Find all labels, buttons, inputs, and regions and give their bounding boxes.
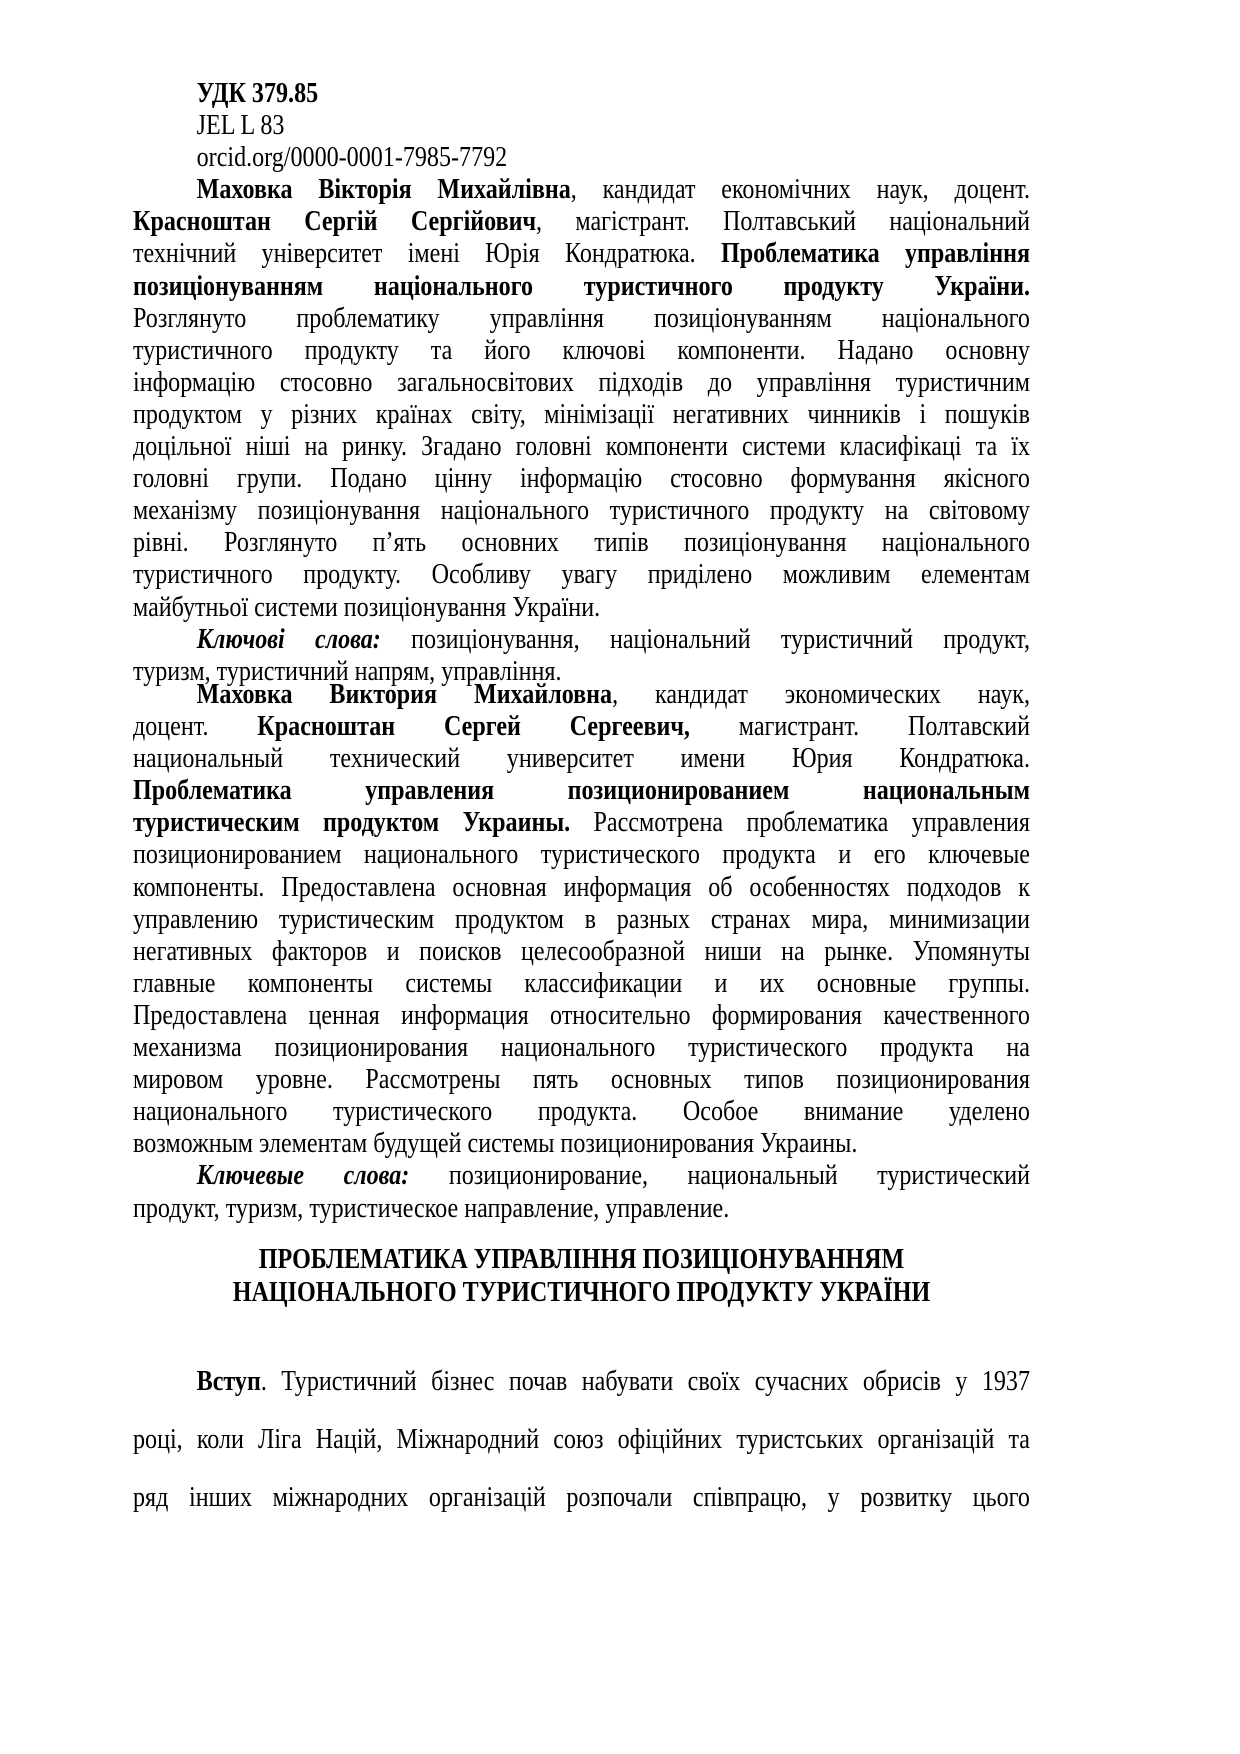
text: доцільної ніші на ринку. Згадано головні компоненти системи класифікаці та їх — [133, 431, 1030, 463]
text-line — [133, 495, 1030, 527]
text: , кандидат економічних наук, доцент. — [570, 174, 1030, 206]
text: туризм, туристичний напрям, управління. — [133, 655, 562, 687]
text-line — [133, 110, 1030, 142]
bold-text: НАЦІОНАЛЬНОГО ТУРИСТИЧНОГО ПРОДУКТУ УКРАЇНИ — [232, 1277, 931, 1308]
text-line — [133, 839, 1030, 871]
text-line — [133, 1000, 1030, 1032]
text: негативных факторов и поисков целесообразной ниши на рынке. Упомянуты — [133, 935, 1030, 967]
introduction — [133, 1353, 1176, 1527]
text: механізму позиціонування національного туристичного продукту на світовому — [133, 495, 1030, 527]
text: JEL L 83 — [196, 110, 285, 142]
bold-text: Маховка Виктория Михайловна — [196, 679, 613, 710]
text: возможным элементам будущей системы позиционирования Украины. — [133, 1128, 858, 1160]
text-line — [133, 1128, 1030, 1160]
text-line — [133, 1160, 1030, 1192]
text-line — [133, 936, 1030, 968]
text-line — [133, 872, 1030, 904]
text: позиціонування, національний туристичний продукт, — [380, 623, 1030, 655]
russian-abstract — [133, 679, 1176, 1225]
bold-text: Ключові слова: — [196, 623, 381, 655]
text: позиционирование, национальный туристический — [409, 1160, 1030, 1192]
text-line — [133, 679, 1030, 711]
text: . Туристичний бізнес почав набувати своїх сучасних обрисів у 1937 — [260, 1366, 1030, 1397]
text: Предоставлена ценная информация относительно формирования качественного — [133, 999, 1030, 1031]
text: механизма позиционирования национального туристического продукта на — [133, 1032, 1030, 1064]
text-line — [133, 174, 1030, 206]
text: управлению туристическим продуктом в разных странах мира, минимизации — [133, 903, 1030, 935]
text-line — [133, 271, 1030, 303]
text-line — [133, 1469, 1030, 1527]
text-line — [133, 142, 1030, 174]
text: , магістрант. Полтавський національний — [536, 206, 1030, 238]
text-line — [133, 238, 1030, 270]
text: национального туристического продукта. Особое внимание уделено — [133, 1096, 1030, 1128]
text: orcid.org/0000-0001-7985-7792 — [196, 142, 508, 174]
text-line — [133, 1064, 1030, 1096]
text-line — [133, 335, 1030, 367]
text-line — [133, 904, 1030, 936]
text-line — [133, 807, 1030, 839]
text-line — [133, 367, 1030, 399]
bold-text: туристическим продуктом Украины. — [133, 807, 571, 839]
text: главные компоненты системы классификации и их основные группы. — [133, 967, 1030, 999]
text-line — [133, 399, 1030, 431]
text: , кандидат экономических наук, — [612, 679, 1030, 710]
text-line — [133, 1032, 1030, 1064]
bold-text: Вступ — [196, 1366, 261, 1397]
text-line — [133, 78, 1030, 110]
text-line — [133, 592, 1030, 624]
bold-text: Маховка Вікторія Михайлівна — [196, 174, 571, 206]
text-line — [133, 743, 1030, 775]
text-line — [133, 1353, 1030, 1411]
bold-text: Красноштан Сергій Сергійович — [133, 206, 537, 238]
text: Розглянуто проблематику управління позиціонуванням національного — [133, 302, 1030, 334]
bold-text: Ключевые слова: — [196, 1160, 410, 1192]
text-line — [133, 559, 1030, 591]
text: головні групи. Подано цінну інформацію стосовно формування якісного — [133, 463, 1030, 495]
text: Рассмотрена проблематика управления — [570, 807, 1030, 839]
text: технічний університет імені Юрія Кондратюка. — [133, 238, 721, 270]
text-line — [133, 624, 1030, 656]
text: мировом уровне. Рассмотрены пять основных типов позиционирования — [133, 1064, 1030, 1096]
bold-text: Красноштан Сергей Сергеевич, — [257, 711, 690, 743]
text-line — [133, 431, 1030, 463]
text: інформацію стосовно загальносвітових підходів до управління туристичним — [133, 366, 1030, 398]
text: компоненты. Предоставлена основная информация об особенностях подходов к — [133, 871, 1030, 903]
bold-text: Проблематика управления позиционированием национальным — [133, 775, 1030, 807]
text-line — [133, 711, 1030, 743]
text: майбутньої системи позиціонування України. — [133, 591, 601, 623]
text-line — [133, 303, 1030, 335]
text: ряд інших міжнародних організацій розпочали співпрацю, у розвитку цього — [133, 1482, 1030, 1513]
text: рівні. Розглянуто п’ять основних типів позиціонування національного — [133, 527, 1030, 559]
text: продукт, туризм, туристическое направление, управление. — [133, 1192, 730, 1224]
text-line — [133, 1411, 1030, 1469]
text-line — [133, 1276, 1030, 1309]
text-line — [133, 527, 1030, 559]
text-line — [133, 968, 1030, 1000]
text-line — [133, 1193, 1030, 1225]
text: позиционированием национального туристического продукта и его ключевые — [133, 839, 1030, 871]
text-line — [133, 206, 1030, 238]
text: туристичного продукту. Особливу увагу приділено можливим елементам — [133, 559, 1030, 591]
ukrainian-abstract — [133, 78, 1176, 688]
text-line — [133, 463, 1030, 495]
text-line — [133, 1096, 1030, 1128]
text: доцент. — [133, 711, 258, 743]
bold-text: ПРОБЛЕМАТИКА УПРАВЛІННЯ ПОЗИЦІОНУВАННЯМ — [258, 1244, 905, 1275]
bold-text: УДК 379.85 — [196, 78, 319, 109]
bold-text: Проблематика управління — [720, 238, 1030, 270]
text: продуктом у різних країнах світу, мінімізації негативних чинників і пошуків — [133, 398, 1030, 430]
text-line — [133, 775, 1030, 807]
text: туристичного продукту та його ключові компоненти. Надано основну — [133, 334, 1030, 366]
text: национальный технический университет имени Юрия Кондратюка. — [133, 743, 1030, 775]
bold-text: позиціонуванням національного туристичного продукту України. — [133, 270, 1030, 302]
text-line — [133, 1243, 1030, 1276]
article-title — [133, 1243, 1176, 1309]
text: році, коли Ліга Націй, Міжнародний союз офіційних туристських організацій та — [133, 1424, 1030, 1455]
text: магистрант. Полтавский — [689, 711, 1030, 743]
